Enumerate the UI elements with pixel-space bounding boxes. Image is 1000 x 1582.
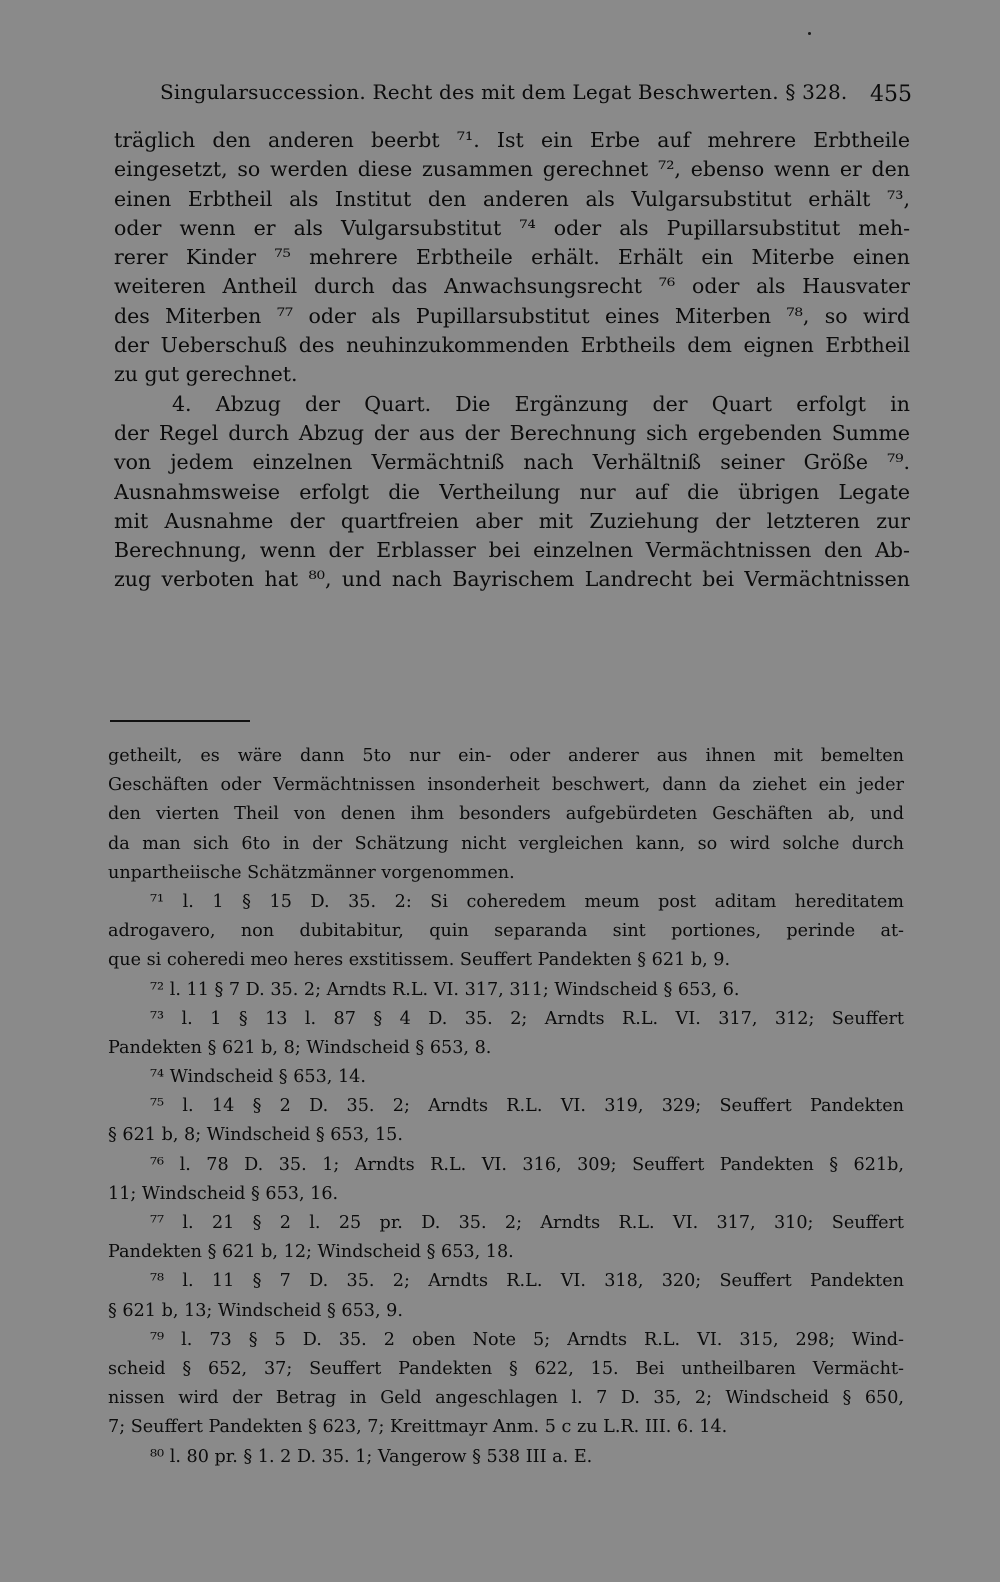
text-line: träglich den anderen beerbt ⁷¹. Ist ein Erbe auf mehrere Erbtheile	[114, 128, 910, 152]
section-heading-line: 4. Abzug der Quart. Die Ergänzung der Quart erfolgt in	[172, 391, 910, 416]
page-number: 455	[870, 82, 912, 107]
footnote-line: den vierten Theil von denen ihm besonders aufgebürdeten Geschäften ab, und	[108, 804, 904, 825]
footnote-line: unpartheiische Schätzmänner vorgenommen.	[108, 862, 515, 883]
page-header	[160, 80, 912, 112]
footnote-line: da man sich 6to in der Schätzung nicht vergleichen kann, so wird solche durch	[108, 833, 904, 854]
footnote-line: § 621 b, 13; Windscheid § 653, 9.	[108, 1300, 403, 1321]
footnote-75: ⁷⁵ l. 14 § 2 D. 35. 2; Arndts R.L. VI. 319, 329; Seuffert Pandekten	[150, 1096, 904, 1117]
footnote-line: nissen wird der Betrag in Geld angeschlagen l. 7 D. 35, 2; Windscheid § 650,	[108, 1388, 904, 1409]
footnote-77: ⁷⁷ l. 21 § 2 l. 25 pr. D. 35. 2; Arndts R.L. VI. 317, 310; Seuffert	[150, 1213, 904, 1233]
text-line: rerer Kinder ⁷⁵ mehrere Erbtheile erhält. Erhält ein Miterbe einen	[114, 245, 910, 270]
text-line: weiteren Antheil durch das Anwachsungsrecht ⁷⁶ oder als Hausvater	[114, 274, 910, 299]
footnote-line: Geschäften oder Vermächtnissen insonderheit beschwert, dann da ziehet ein jeder	[108, 775, 904, 796]
text-line: von jedem einzelnen Vermächtniß nach Verhältniß seiner Größe ⁷⁹.	[114, 450, 910, 475]
footnote-line: Pandekten § 621 b, 12; Windscheid § 653, 18.	[108, 1242, 514, 1263]
text-line: eingesetzt, so werden diese zusammen gerechnet ⁷², ebenso wenn er den	[114, 157, 910, 182]
footnote-line: que si coheredi meo heres exstitissem. Seuffert Pandekten § 621 b, 9.	[108, 950, 731, 971]
footnote-line: 11; Windscheid § 653, 16.	[108, 1183, 339, 1204]
text-line: des Miterben ⁷⁷ oder als Pupillarsubstitut eines Miterben ⁷⁸, so wird	[114, 303, 910, 328]
footnote-line: adrogavero, non dubitabitur, quin separanda sint portiones, perinde at-	[108, 921, 904, 942]
footnote-74: ⁷⁴ Windscheid § 653, 14.	[150, 1067, 366, 1088]
footnote-line: getheilt, es wäre dann 5to nur ein- oder anderer aus ihnen mit bemelten	[108, 746, 904, 766]
footnote-71: ⁷¹ l. 1 § 15 D. 35. 2: Si coheredem meum post aditam hereditatem	[150, 891, 904, 912]
text-line: oder wenn er als Vulgarsubstitut ⁷⁴ oder als Pupillarsubstitut meh-	[114, 215, 910, 240]
running-head: Singularsuccession. Recht des mit dem Legat Beschwerten. § 328.	[160, 80, 848, 104]
footnotes	[108, 742, 904, 1472]
text-line: Ausnahmsweise erfolgt die Vertheilung nur auf die übrigen Legate	[114, 479, 910, 504]
footnote-80: ⁸⁰ l. 80 pr. § 1. 2 D. 35. 1; Vangerow § 538 III a. E.	[150, 1446, 593, 1467]
footnote-72: ⁷² l. 11 § 7 D. 35. 2; Arndts R.L. VI. 317, 311; Windscheid § 653, 6.	[150, 979, 740, 1000]
footnote-76: ⁷⁶ l. 78 D. 35. 1; Arndts R.L. VI. 316, 309; Seuffert Pandekten § 621b,	[150, 1154, 904, 1175]
text-line: zu gut gerechnet.	[114, 362, 298, 387]
text-line: Berechnung, wenn der Erblasser bei einzelnen Vermächtnissen den Ab-	[114, 538, 910, 563]
text-line: einen Erbtheil als Institut den anderen als Vulgarsubstitut erhält ⁷³,	[114, 186, 910, 211]
text-line: der Ueberschuß des neuhinzukommenden Erbtheils dem eignen Erbtheil	[114, 333, 910, 358]
text-line: der Regel durch Abzug der aus der Berechnung sich ergebenden Summe	[114, 420, 910, 445]
footnote-79: ⁷⁹ l. 73 § 5 D. 35. 2 oben Note 5; Arndts R.L. VI. 315, 298; Wind-	[150, 1329, 904, 1350]
footnote-line: Pandekten § 621 b, 8; Windscheid § 653, 8.	[108, 1037, 492, 1058]
footnote-line: scheid § 652, 37; Seuffert Pandekten § 622, 15. Bei untheilbaren Vermächt-	[108, 1358, 904, 1379]
footnote-line: 7; Seuffert Pandekten § 623, 7; Kreittmayr Anm. 5 c zu L.R. III. 6. 14.	[108, 1417, 728, 1438]
footnote-78: ⁷⁸ l. 11 § 7 D. 35. 2; Arndts R.L. VI. 318, 320; Seuffert Pandekten	[150, 1271, 904, 1292]
text-line: zug verboten hat ⁸⁰, und nach Bayrischem Landrecht bei Vermächtnissen	[114, 567, 910, 592]
print-speck	[808, 32, 811, 35]
footnote-line: § 621 b, 8; Windscheid § 653, 15.	[108, 1125, 403, 1146]
main-text	[114, 126, 910, 595]
footnote-73: ⁷³ l. 1 § 13 l. 87 § 4 D. 35. 2; Arndts R.L. VI. 317, 312; Seuffert	[150, 1008, 904, 1029]
footnote-rule	[110, 720, 250, 722]
text-line: mit Ausnahme der quartfreien aber mit Zuziehung der letzteren zur	[114, 508, 910, 533]
